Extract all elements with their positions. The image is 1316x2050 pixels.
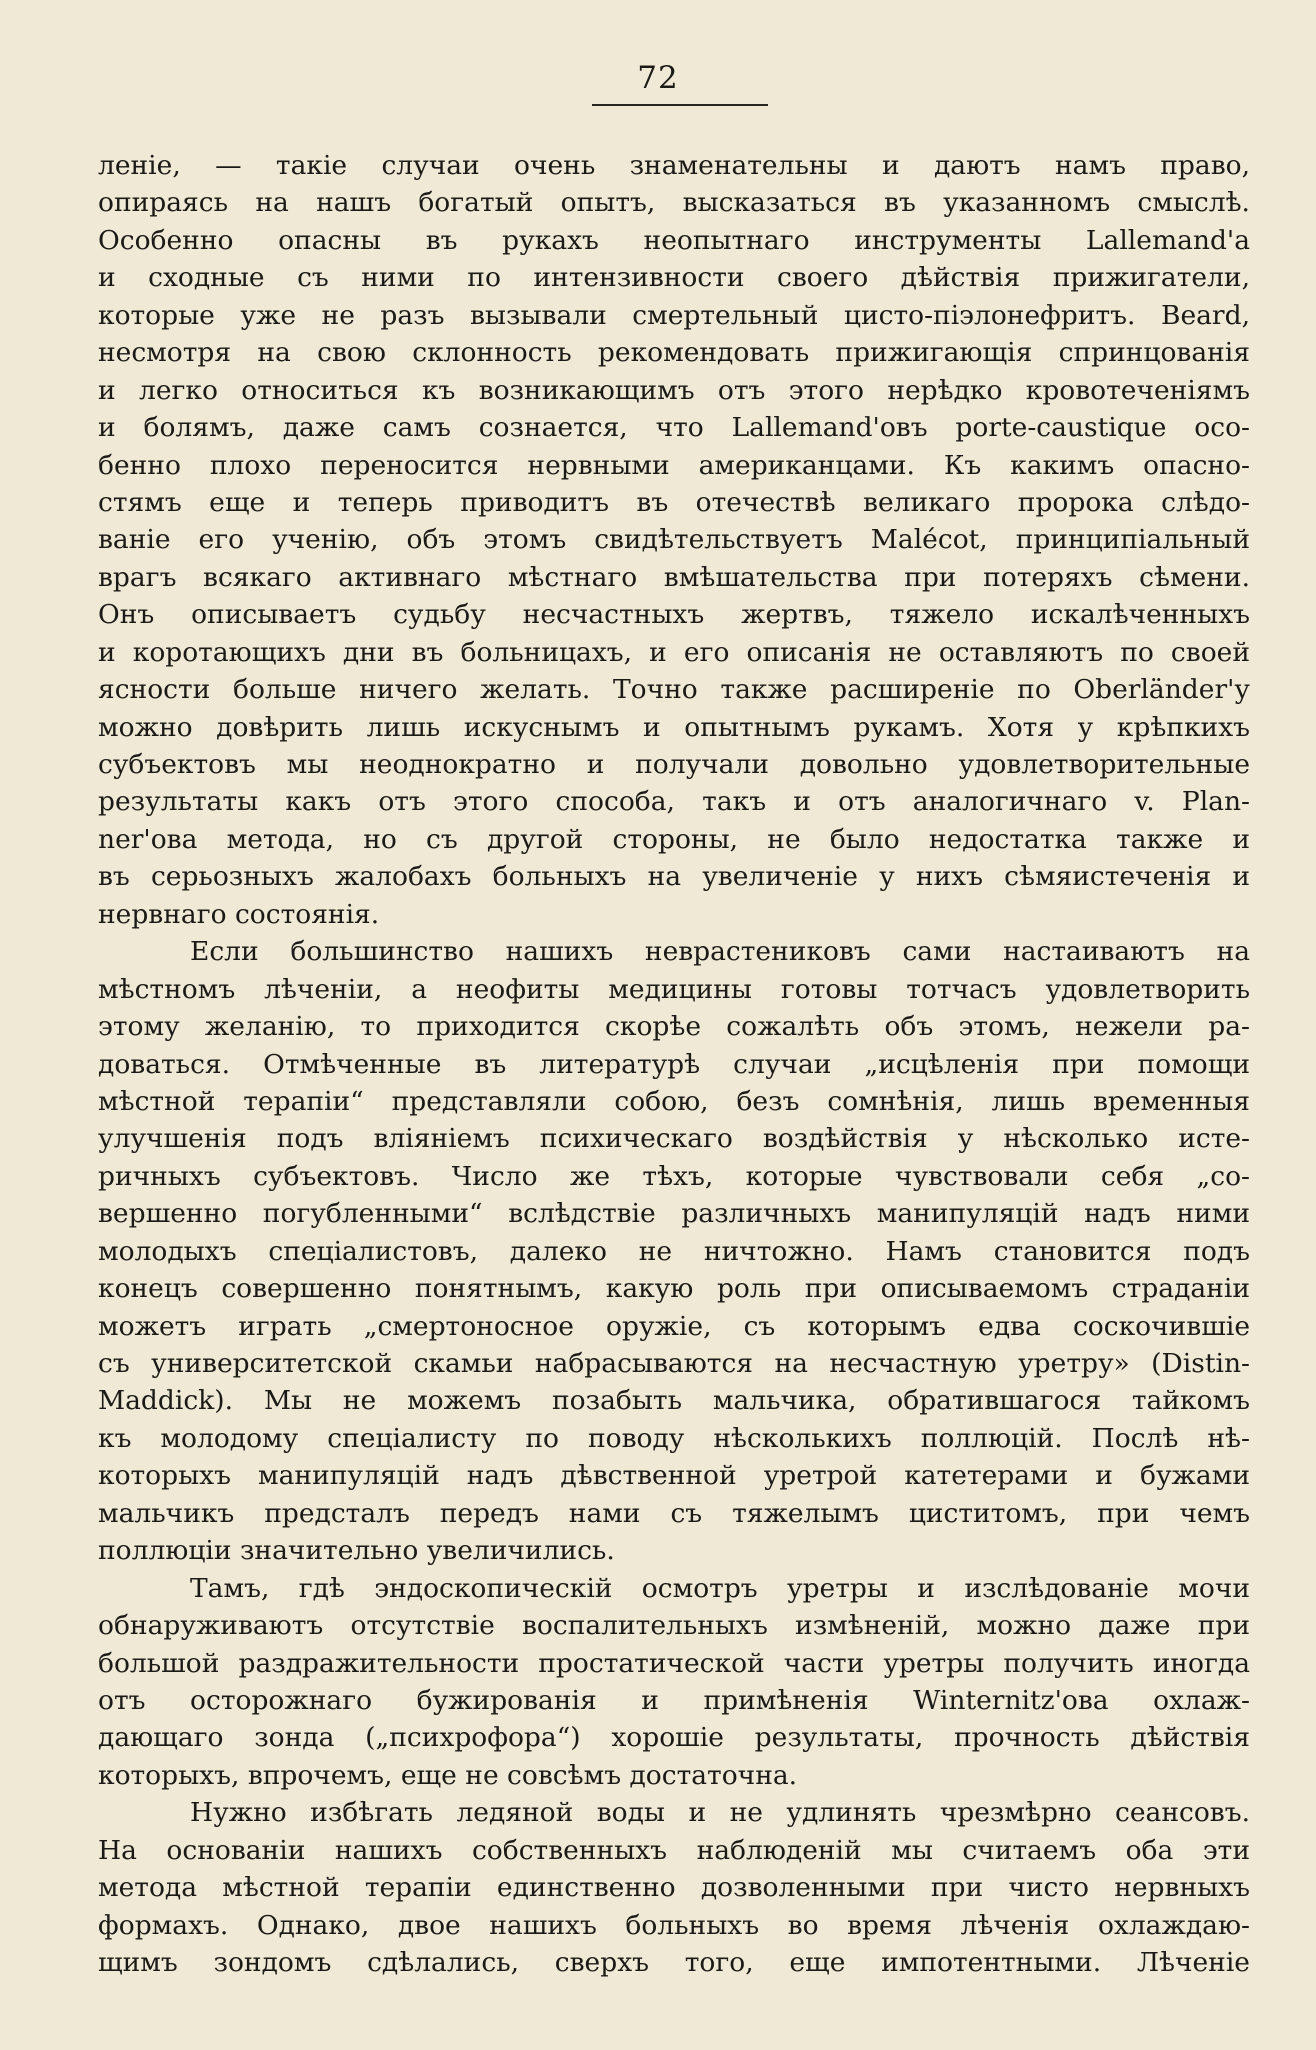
text-line: ner'ова метода, но съ другой стороны, не было недостатка также и: [98, 823, 1250, 855]
text-line: субъектовъ мы неоднократно и получали довольно удовлетворительные: [98, 749, 1250, 780]
text-line: Тамъ, гдѣ эндоскопическій осмотръ уретры и изслѣдованіе мочи: [190, 1572, 1250, 1604]
text-line: ваніе его ученію, объ этомъ свидѣтельствуетъ Malécot, принципіальный: [98, 524, 1250, 556]
text-line: На основаніи нашихъ собственныхъ наблюденій мы считаемъ оба эти: [98, 1834, 1250, 1866]
text-line: вершенно погубленными“ вслѣдствіе различныхъ манипуляцій надъ ними: [98, 1198, 1250, 1230]
text-line: можетъ играть „смертоносное оружіе, съ которымъ едва соскочившіе: [98, 1310, 1250, 1342]
text-line: мѣстной терапіи“ представляли собою, безъ сомнѣнія, лишь временныя: [98, 1085, 1250, 1117]
text-line: метода мѣстной терапіи единственно дозволенными при чисто нервныхъ: [98, 1872, 1250, 1904]
text-line: большой раздражительности простатической части уретры получить иногда: [98, 1647, 1250, 1679]
text-line: отъ осторожнаго бужированія и примѣненія Winternitz'ова охлаж-: [98, 1684, 1250, 1716]
header-rule: [592, 104, 768, 106]
text-line: мальчикъ предсталъ передъ нами съ тяжелымъ циститомъ, при чемъ: [98, 1497, 1250, 1529]
text-line: Особенно опасны въ рукахъ неопытнаго инструменты Lallemand'a: [98, 224, 1250, 256]
text-line: можно довѣрить лишь искуснымъ и опытнымъ рукамъ. Хотя у крѣпкихъ: [98, 711, 1250, 743]
text-line: нервнаго состоянія.: [98, 898, 380, 930]
text-line: мѣстномъ лѣченіи, а неофиты медицины готовы тотчасъ удовлетворить: [98, 973, 1250, 1005]
text-line: врагъ всякаго активнаго мѣстнаго вмѣшательства при потеряхъ сѣмени.: [98, 561, 1250, 593]
page-number: 72: [637, 60, 679, 96]
text-line: этому желанію, то приходится скорѣе сожалѣть объ этомъ, нежели ра-: [98, 1011, 1250, 1043]
text-line: формахъ. Однако, двое нашихъ больныхъ во время лѣченія охлаждаю-: [98, 1909, 1250, 1941]
text-line: щимъ зондомъ сдѣлались, сверхъ того, еще импотентными. Лѣченіе: [98, 1947, 1250, 1978]
text-line: бенно плохо переносится нервными американцами. Къ какимъ опасно-: [98, 449, 1250, 481]
text-line: стямъ еще и теперь приводитъ въ отечествѣ великаго пророка слѣдо-: [98, 486, 1250, 518]
text-line: дающаго зонда („психрофора“) хорошіе результаты, прочность дѣйствія: [98, 1722, 1250, 1754]
text-line: конецъ совершенно понятнымъ, какую роль при описываемомъ страданіи: [98, 1273, 1250, 1305]
text-line: которыхъ манипуляцій надъ дѣвственной уретрой катетерами и бужами: [98, 1460, 1250, 1492]
text-line: поллюціи значительно увеличились.: [98, 1535, 615, 1567]
text-line: которыхъ, впрочемъ, еще не совсѣмъ достаточна.: [98, 1759, 798, 1791]
text-line: ричныхъ субъектовъ. Число же тѣхъ, которые чувствовали себя „со-: [98, 1160, 1250, 1192]
text-line: молодыхъ спеціалистовъ, далеко не ничтожно. Намъ становится подъ: [98, 1235, 1250, 1267]
text-line: къ молодому спеціалисту по поводу нѣсколькихъ поллюцій. Послѣ нѣ-: [98, 1422, 1250, 1454]
text-line: несмотря на свою склонность рекомендовать прижигающія спринцованія: [98, 337, 1250, 369]
text-line: Онъ описываетъ судьбу несчастныхъ жертвъ, тяжело искалѣченныхъ: [98, 599, 1250, 631]
text-line: обнаруживаютъ отсутствіе воспалительныхъ измѣненій, можно даже при: [98, 1610, 1250, 1642]
text-line: и коротающихъ дни въ больницахъ, и его описанія не оставляютъ по своей: [98, 636, 1250, 668]
text-line: Maddick). Мы не можемъ позабыть мальчика, обратившагося тайкомъ: [98, 1385, 1250, 1417]
text-line: доваться. Отмѣченные въ литературѣ случаи „исцѣленія при помощи: [98, 1048, 1250, 1080]
text-line: леніе, — такіе случаи очень знаменательны и даютъ намъ право,: [98, 150, 1250, 181]
text-line: съ университетской скамьи набрасываются на несчастную уретру» (Distin-: [98, 1348, 1250, 1379]
text-line: ясности больше ничего желать. Точно также расширеніе по Oberländer'у: [98, 674, 1250, 706]
text-line: улучшенія подъ вліяніемъ психическаго воздѣйствія у нѣсколько исте-: [98, 1123, 1250, 1155]
text-line: результаты какъ отъ этого способа, такъ и отъ аналогичнаго v. Plan-: [98, 786, 1250, 818]
text-line: и легко относиться къ возникающимъ отъ этого нерѣдко кровотеченіямъ: [98, 374, 1250, 406]
text-line: и болямъ, даже самъ сознается, что Lallemand'овъ porte-caustique осо-: [98, 412, 1250, 444]
text-line: въ серьозныхъ жалобахъ больныхъ на увеличеніе у нихъ сѣмяистеченія и: [98, 861, 1250, 893]
text-line: Если большинство нашихъ неврастениковъ сами настаиваютъ на: [190, 936, 1250, 968]
text-line: Нужно избѣгать ледяной воды и не удлинять чрезмѣрно сеансовъ.: [190, 1797, 1250, 1829]
text-line: которые уже не разъ вызывали смертельный цисто-піэлонефритъ. Beard,: [98, 299, 1250, 331]
text-line: опираясь на нашъ богатый опытъ, высказаться въ указанномъ смыслѣ.: [98, 187, 1250, 219]
body-text: [98, 147, 1250, 1981]
text-line: и сходные съ ними по интензивности своего дѣйствія прижигатели,: [98, 262, 1250, 294]
